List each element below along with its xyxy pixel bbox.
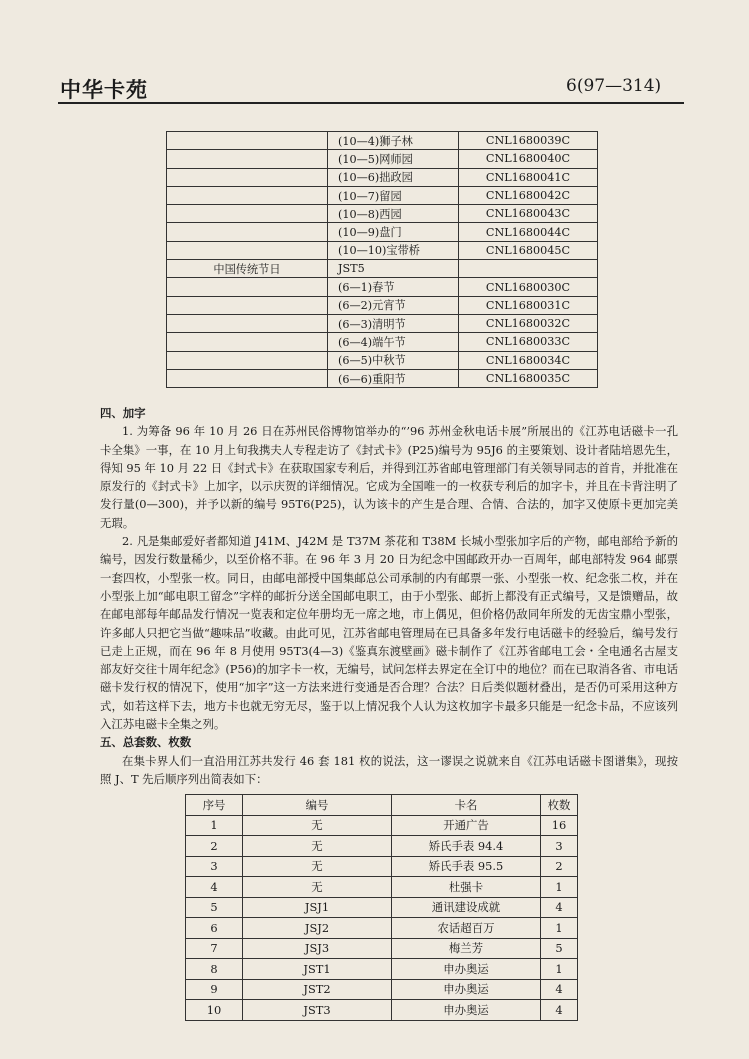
table-cell: 2 <box>186 836 243 857</box>
table-row <box>186 856 578 877</box>
table-cell: 1 <box>186 815 243 836</box>
table-cell <box>167 369 328 387</box>
header-rule <box>58 102 684 104</box>
table-row <box>167 168 598 186</box>
table-cell: CNL1680030C <box>459 278 598 296</box>
table-cell <box>167 150 328 168</box>
paragraph: 在集卡界人们一直沿用江苏共发行 46 套 181 枚的说法，这一谬误之说就来自《江苏电话磁卡图谱集》，现按照 J、T 先后顺序列出简表如下： <box>100 753 678 786</box>
table-cell: 申办奥运 <box>392 979 541 1000</box>
table-row <box>167 314 598 332</box>
issue-number: 6(97—314) <box>566 76 662 96</box>
table-cell: JSJ2 <box>243 918 392 939</box>
table-cell: 6 <box>186 918 243 939</box>
table-row <box>186 959 578 980</box>
table-cell <box>167 278 328 296</box>
table-cell: CNL1680041C <box>459 168 598 186</box>
table-cell: 无 <box>243 856 392 877</box>
table-row <box>186 1000 578 1021</box>
table-row <box>167 223 598 241</box>
table-cell <box>167 296 328 314</box>
table-cell: 中国传统节日 <box>167 260 328 278</box>
section-heading: 四、加字 <box>100 406 146 420</box>
table-cell: JSJ3 <box>243 938 392 959</box>
table-cell: (6—5)中秋节 <box>328 351 459 369</box>
paragraph: 2. 凡是集邮爱好者都知道 J41M、J42M 是 T37M 茶花和 T38M 长城小型张加字后的产物，邮电部给予新的编号，因发行数量稀少，以至价格不菲。在 96 年 3 月 20 日为纪念中国邮政开办一百周年，邮电部特发 964 邮票一套四枚，小型张一枚。同日，由邮电部授中国集邮总公司承制的内有邮票一张、小型张一枚、纪念张二枚，并在小型张上加“邮电职工留念”字样的邮折分送全国邮电职工，由于小型张、邮折上都没有正式编号，又是馈赠品，故在邮电部每年邮品发行情况一览表和定位年册均无一席之地，市上偶见，但价格仍敌同年所发的无齿宝鼎小型张，许多邮人只把它当做“趣味品”收藏。由此可见，江苏省邮电管理局在已具备多年发行电话磁卡的经验后，编号发行已走上正规，而在 96 年 8 月使用 95T3(4—3)《鉴真东渡壁画》磁卡制作了《江苏省邮电工会・全电通名古屋支部友好交往十周年纪念》(P56)的加字卡一枚，无编号，试问怎样去界定在全订中的地位？而在已取消各省、市电话磁卡发行权的情况下，使用“加字”这一方法来进行变通是否合理？合法？日后类似题材叠出，是否仍可采用这种方式，如若这样下去，地方卡也就无穷无尽，鉴于以上情况我个人认为这枚加字卡最多只能是一纪念卡品，不应该列入江苏电磁卡全集之列。 <box>100 534 678 732</box>
table-cell <box>167 132 328 150</box>
table-row <box>186 897 578 918</box>
table-cell: CNL1680032C <box>459 314 598 332</box>
table-cell: 3 <box>541 836 578 857</box>
paragraph: 1. 为筹备 96 年 10 月 26 日在苏州民俗博物馆举办的“’96 苏州金秋电话卡展”所展出的《江苏电话磁卡一孔卡全集》一事，在 10 月上旬我携夫人专程走访了《封式卡》(P25)编号为 95J6 的主要策划、设计者陆培恩先生，得知 95 年 10 月 22 日《封式卡》在获取国家专利后，并得到江苏省邮电管理部门有关领导同志的首肯，并批准在原发行的《封式卡》上加字，以示庆贺的详细情况。它成为全国唯一的一枚获专利后的加字卡，并且在卡背注明了发行量(0—300)，并予以新的编号 95T6(P25)，认为该卡的产生是合理、合情、合法的，加字又使原卡更加完美无瑕。 <box>100 424 678 530</box>
table-cell <box>167 223 328 241</box>
table-cell <box>167 168 328 186</box>
table-cell: 1 <box>541 877 578 898</box>
table-row <box>167 351 598 369</box>
table-cell: (10—8)西园 <box>328 205 459 223</box>
table-cell: 9 <box>186 979 243 1000</box>
table-cell: JST3 <box>243 1000 392 1021</box>
table-cell: JST2 <box>243 979 392 1000</box>
table-cell: (10—6)拙政园 <box>328 168 459 186</box>
column-header: 枚数 <box>541 795 578 816</box>
table-cell <box>459 260 598 278</box>
table-cell: JST1 <box>243 959 392 980</box>
table-cell: (10—10)宝带桥 <box>328 241 459 259</box>
table-cell: 无 <box>243 836 392 857</box>
table-cell: 通讯建设成就 <box>392 897 541 918</box>
table-cell: JST5 <box>328 260 459 278</box>
table-cell: 4 <box>541 1000 578 1021</box>
table-cell: 5 <box>541 938 578 959</box>
table-cell: 4 <box>541 979 578 1000</box>
table-cell: 无 <box>243 877 392 898</box>
table-cell: 申办奥运 <box>392 1000 541 1021</box>
table-cell: 3 <box>186 856 243 877</box>
table-cell: (10—7)留园 <box>328 186 459 204</box>
table-row <box>186 918 578 939</box>
article-body <box>100 404 678 788</box>
table-row <box>167 278 598 296</box>
table-cell: JSJ1 <box>243 897 392 918</box>
table-cell <box>167 333 328 351</box>
table-cell: (6—2)元宵节 <box>328 296 459 314</box>
table-cell: 梅兰芳 <box>392 938 541 959</box>
table-cell: (6—1)春节 <box>328 278 459 296</box>
table-cell <box>167 351 328 369</box>
table-cell: 4 <box>541 897 578 918</box>
table-cell: 8 <box>186 959 243 980</box>
table-cell: 4 <box>186 877 243 898</box>
table-cell: (6—4)端午节 <box>328 333 459 351</box>
table-row <box>186 938 578 959</box>
table-row <box>167 333 598 351</box>
table-cell: 无 <box>243 815 392 836</box>
table-row <box>186 836 578 857</box>
column-header: 序号 <box>186 795 243 816</box>
table-cell: CNL1680039C <box>459 132 598 150</box>
table-cell: 矫氏手表 95.5 <box>392 856 541 877</box>
table-cell: (10—9)盘门 <box>328 223 459 241</box>
table-cell: (10—4)狮子林 <box>328 132 459 150</box>
table-cell: CNL1680040C <box>459 150 598 168</box>
table-row <box>167 150 598 168</box>
table-cell <box>167 241 328 259</box>
table-row <box>167 369 598 387</box>
column-header: 卡名 <box>392 795 541 816</box>
table-cell: CNL1680042C <box>459 186 598 204</box>
table-cell: 申办奥运 <box>392 959 541 980</box>
table-cell: CNL1680044C <box>459 223 598 241</box>
table-cell: (10—5)网师园 <box>328 150 459 168</box>
journal-title: 中华卡苑 <box>60 77 148 102</box>
table-cell: 开通广告 <box>392 815 541 836</box>
table-header-row <box>186 795 578 816</box>
table-row <box>167 205 598 223</box>
table-cell: CNL1680034C <box>459 351 598 369</box>
table-cell: CNL1680045C <box>459 241 598 259</box>
table-row <box>167 296 598 314</box>
table-cell <box>167 314 328 332</box>
table-cell: 2 <box>541 856 578 877</box>
table-cell: 杜强卡 <box>392 877 541 898</box>
table-cell <box>167 186 328 204</box>
table-cell: CNL1680031C <box>459 296 598 314</box>
table-cell: 1 <box>541 918 578 939</box>
table-cell: 农话超百万 <box>392 918 541 939</box>
table-cell: 10 <box>186 1000 243 1021</box>
section-heading: 五、总套数、枚数 <box>100 735 192 750</box>
table-cell: 矫氏手表 94.4 <box>392 836 541 857</box>
table-cell: 1 <box>541 959 578 980</box>
table-cell: CNL1680035C <box>459 369 598 387</box>
table-cell: 16 <box>541 815 578 836</box>
table-cell: 5 <box>186 897 243 918</box>
table-cell: CNL1680043C <box>459 205 598 223</box>
table-row <box>167 260 598 278</box>
table-cell <box>167 205 328 223</box>
table-row <box>167 241 598 259</box>
card-summary-table <box>185 794 578 1021</box>
table-cell: (6—6)重阳节 <box>328 369 459 387</box>
table-row <box>186 979 578 1000</box>
table-row <box>167 186 598 204</box>
table-row <box>167 132 598 150</box>
table-cell: CNL1680033C <box>459 333 598 351</box>
table-cell: (6—3)清明节 <box>328 314 459 332</box>
column-header: 编号 <box>243 795 392 816</box>
card-number-table <box>166 131 598 388</box>
table-row <box>186 877 578 898</box>
table-row <box>186 815 578 836</box>
table-cell: 7 <box>186 938 243 959</box>
